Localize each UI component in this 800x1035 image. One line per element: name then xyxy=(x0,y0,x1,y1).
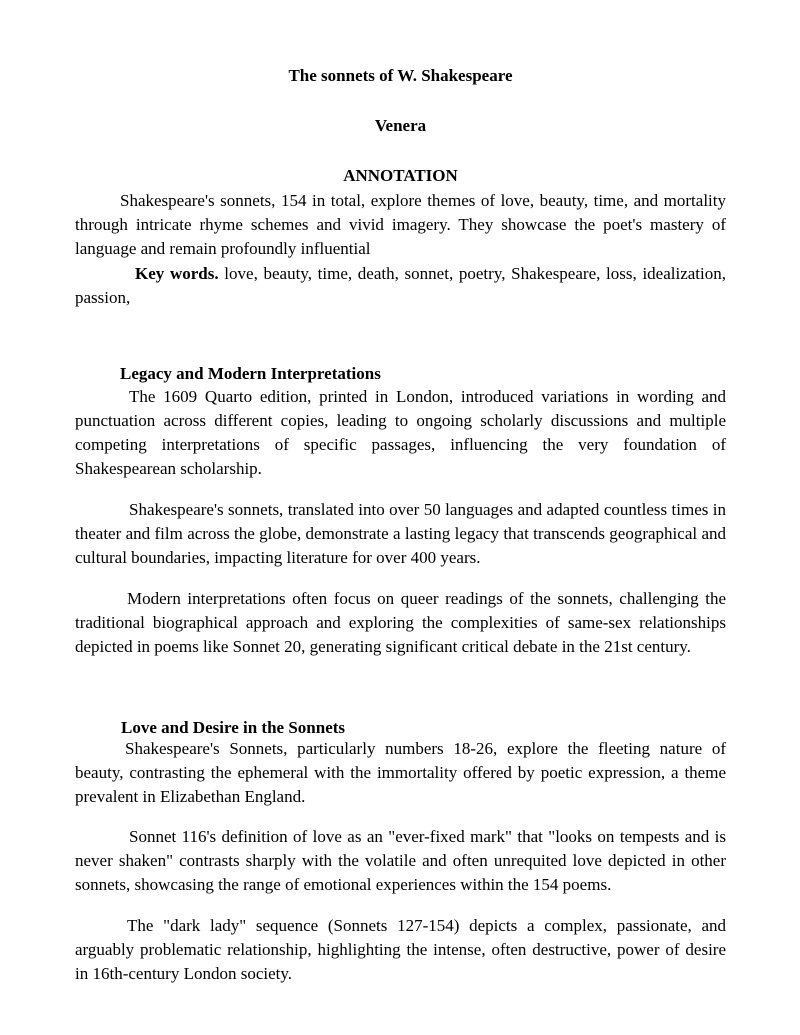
keywords-text: love, beauty, time, death, sonnet, poetry, Shakespeare, loss, idealization, passion, xyxy=(75,264,726,307)
section-paragraph: Shakespeare's sonnets, translated into over 50 languages and adapted countless times in theater and film across the globe, demonstrate a lasting legacy that transcends geographical and cultural boundaries, impacting literature for over 400 years. xyxy=(75,500,726,567)
section-paragraph: The 1609 Quarto edition, printed in London, introduced variations in wording and punctuation across different copies, leading to ongoing scholarly discussions and multiple competing interpretations of specific passages, influencing the very foundation of Shakespearean scholarship. xyxy=(75,387,726,478)
author-name: Venera xyxy=(374,116,427,135)
keywords-paragraph xyxy=(75,262,726,310)
keywords-label: Key words. xyxy=(135,264,219,283)
annotation-heading: ANNOTATION xyxy=(343,166,458,185)
document-title: The sonnets of W. Shakespeare xyxy=(288,66,513,85)
section-paragraph: Modern interpretations often focus on queer readings of the sonnets, challenging the traditional biographical approach and exploring the complexities of same-sex relationships depicted in poems like Sonnet 20, generating significant critical debate in the 21st century. xyxy=(75,589,726,656)
section-paragraph: Shakespeare's Sonnets, particularly numbers 18-26, explore the fleeting nature of beauty, contrasting the ephemeral with the immortality offered by poetic expression, a theme prevalent in Elizabethan England. xyxy=(75,739,726,806)
section-paragraph: Sonnet 116's definition of love as an "ever-fixed mark" that "looks on tempests and is never shaken" contrasts sharply with the volatile and often unrequited love depicted in other sonnets, showcasing the range of emotional experiences within the 154 poems. xyxy=(75,827,726,894)
section-heading-legacy: Legacy and Modern Interpretations xyxy=(120,364,381,383)
section-paragraph: The "dark lady" sequence (Sonnets 127-154) depicts a complex, passionate, and arguably problematic relationship, highlighting the intense, often destructive, power of desire in 16th-century London society. xyxy=(75,916,726,983)
abstract-paragraph: Shakespeare's sonnets, 154 in total, explore themes of love, beauty, time, and mortality through intricate rhyme schemes and vivid imagery. They showcase the poet's mastery of language and remain profoundly influential xyxy=(75,191,726,258)
section-heading-love-desire: Love and Desire in the Sonnets xyxy=(121,718,346,737)
